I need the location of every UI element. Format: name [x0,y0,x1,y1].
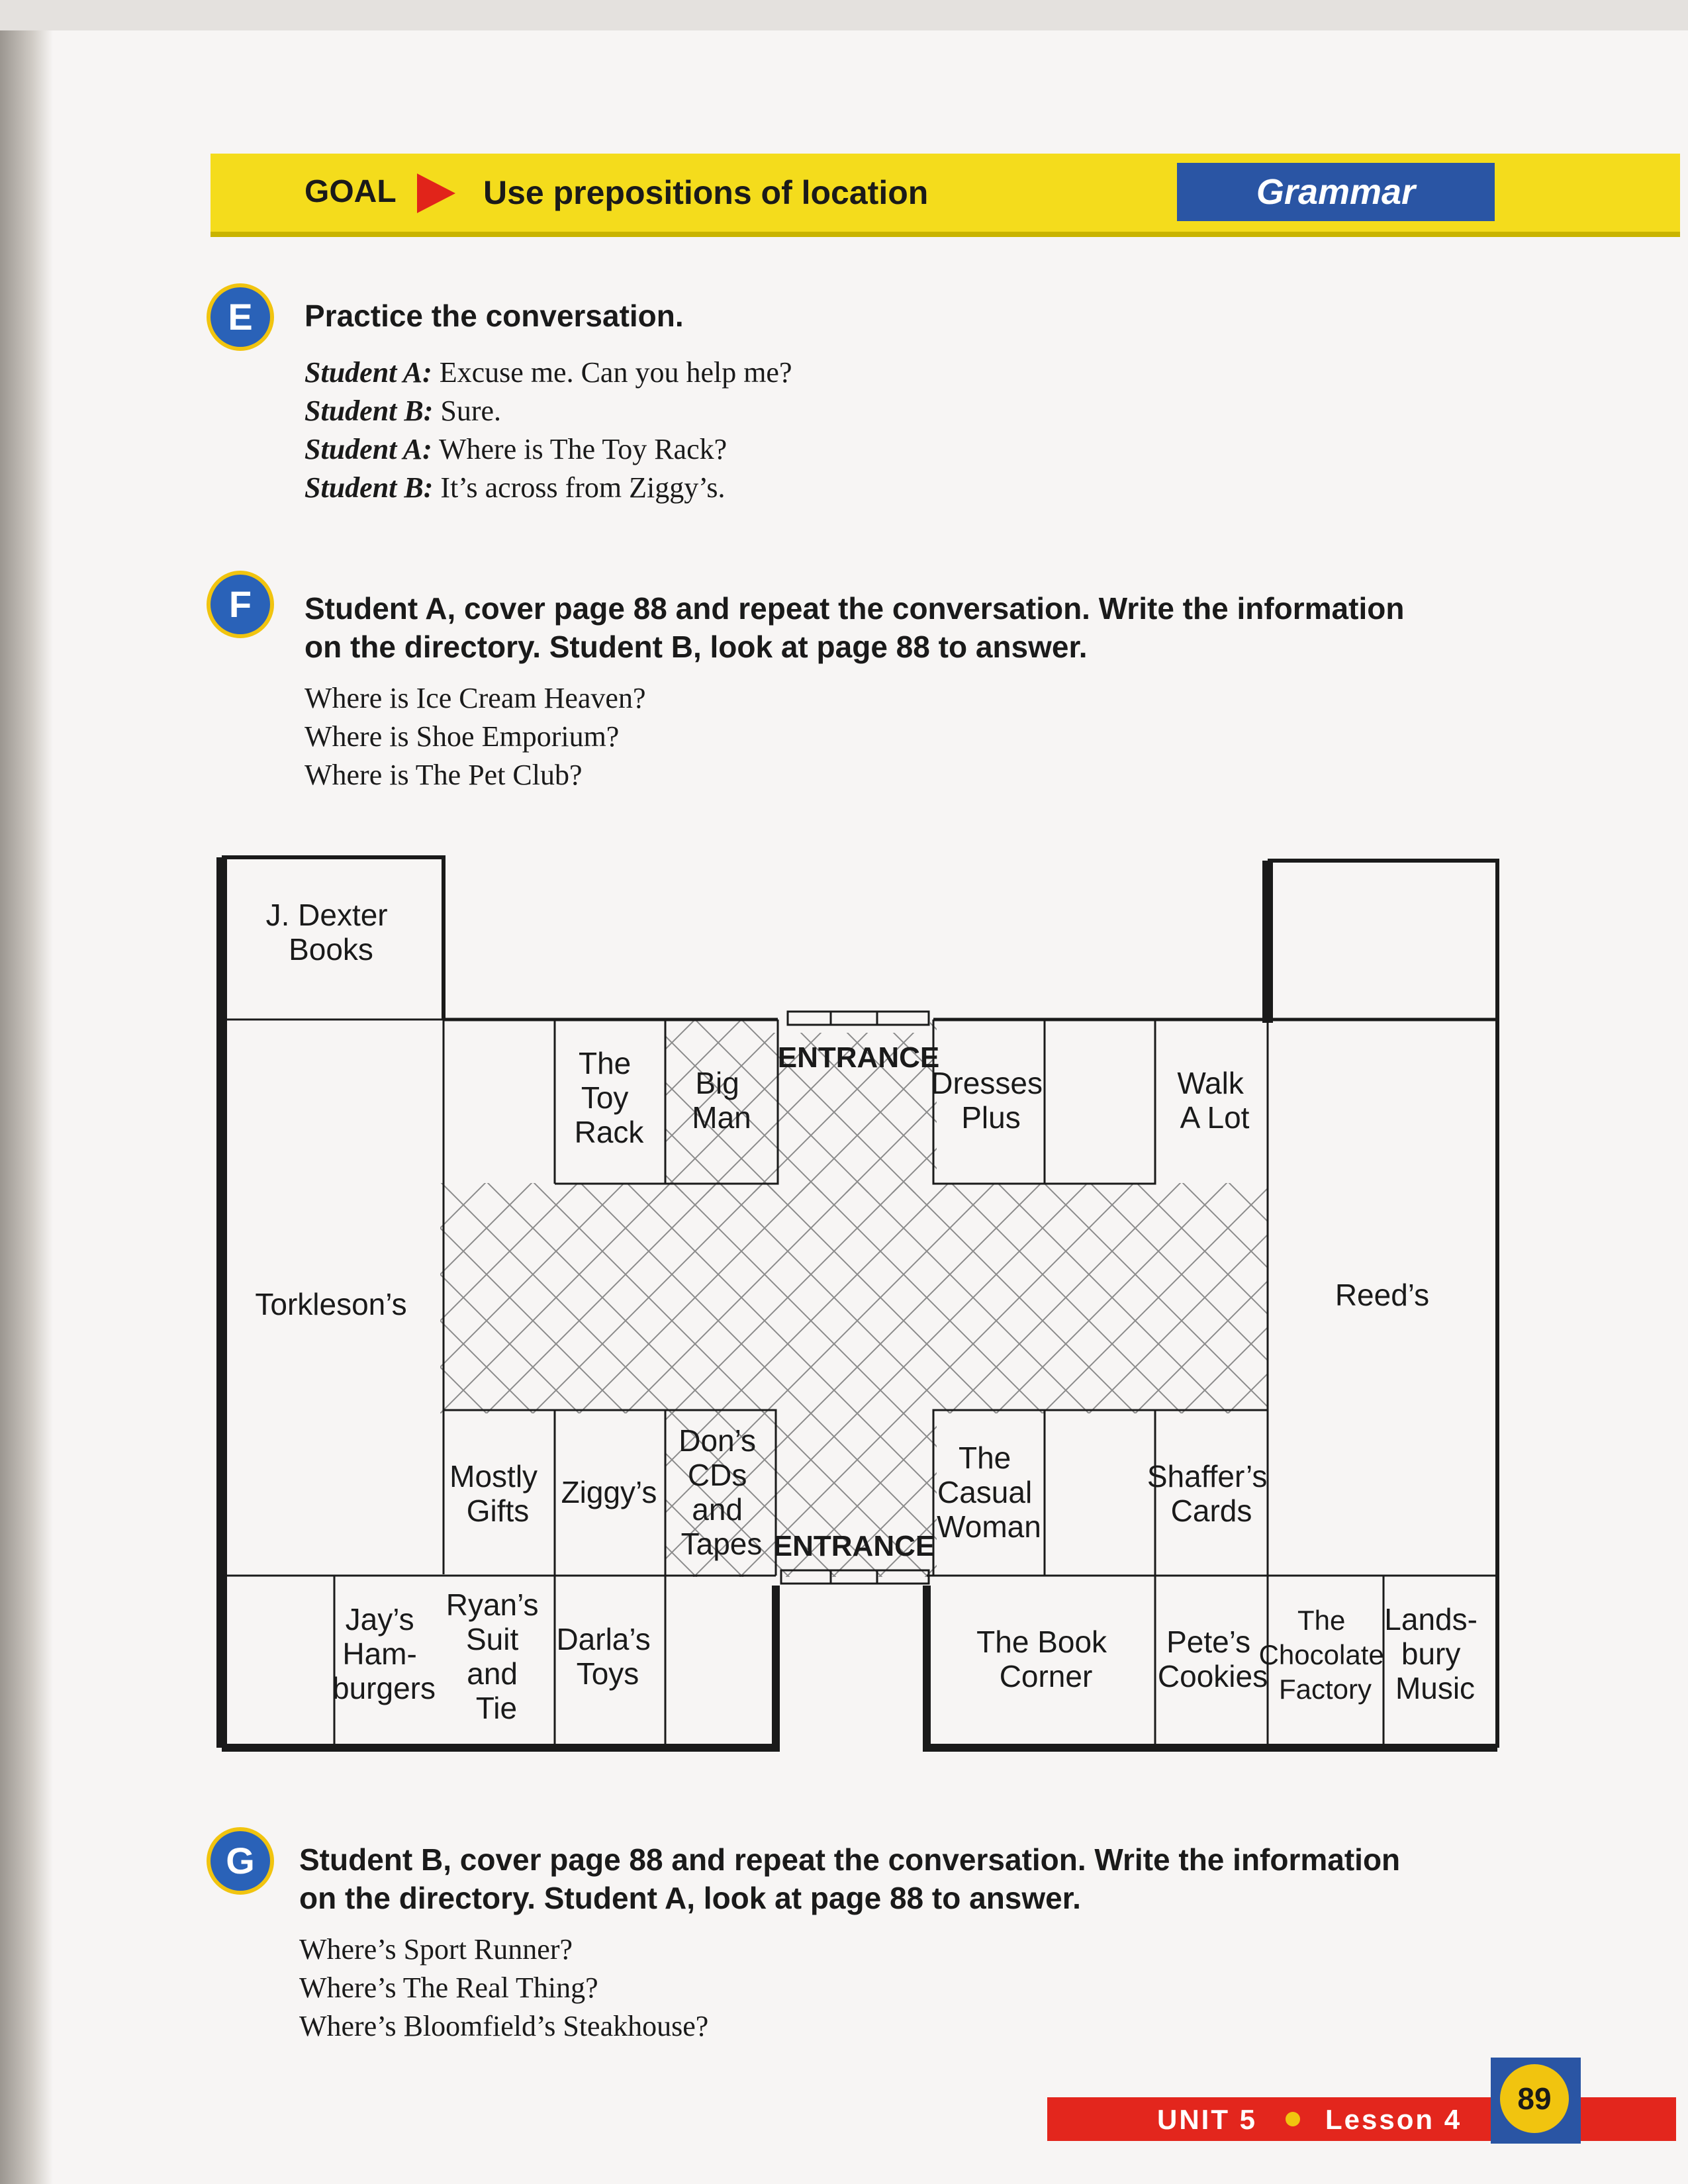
section-g-instruction: Student B, cover page 88 and repeat the conversation. Write the information on the directory. Student A, look at page 88 to answer. [299,1842,1401,1915]
question: Where’s Bloomfield’s Steakhouse? [299,2010,709,2042]
store-j-dexter-books: J. Dexter Books [265,898,388,967]
conversation-line: Student B: It’s across from Ziggy’s. [305,471,726,504]
store-big-man: Big Man [692,1066,751,1135]
store-ryans-suit-and-tie: Ryan’s Suit and Tie [445,1588,539,1725]
store-the-chocolate-factory: The Chocolate Factory [1258,1605,1384,1705]
store-reeds: Reed’s [1335,1278,1430,1312]
conversation-line: Student A: Where is The Toy Rack? [305,433,727,465]
store-petes-cookies: Pete’s Cookies [1157,1625,1268,1693]
question: Where’s Sport Runner? [299,1933,573,1966]
question: Where’s The Real Thing? [299,1971,598,2004]
store-the-toy-rack: The Toy Rack [574,1046,644,1149]
entrance-bottom-label: ENTRANCE [773,1530,935,1562]
footer-lesson: Lesson 4 [1325,2104,1462,2135]
question: Where is Ice Cream Heaven? [305,682,646,714]
footer-unit: UNIT 5 [1157,2104,1258,2135]
section-g-questions [299,1930,708,2046]
conversation-line: Student A: Excuse me. Can you help me? [305,356,792,389]
entrance-top-label: ENTRANCE [777,1041,940,1074]
store-darlas-toys: Darla’s Toys [556,1622,651,1691]
store-the-casual-woman: The Casual Woman [937,1441,1041,1544]
store-landsbury-music: Lands- bury Music [1384,1602,1477,1705]
store-dresses-plus: Dresses Plus [931,1066,1043,1135]
store-walk-a-lot: Walk A Lot [1177,1066,1250,1135]
question: Where is Shoe Emporium? [305,720,620,753]
goal-text: Use prepositions of location [483,174,929,211]
store-ziggys: Ziggy’s [561,1475,657,1509]
store-the-book-corner: The Book Corner [976,1625,1107,1693]
conversation-line: Student B: Sure. [305,395,502,427]
footer-bullet-icon [1286,2112,1300,2126]
store-mostly-gifts: Mostly Gifts [449,1459,538,1528]
page-number: 89 [1500,2064,1569,2133]
store-shaffers-cards: Shaffer’s Cards [1147,1459,1268,1528]
section-e-badge: E [207,283,274,351]
goal-label: GOAL [305,174,397,209]
section-e-instruction: Practice the conversation. [305,299,684,333]
store-torklesons: Torkleson’s [255,1287,407,1321]
store-jays-hamburgers: Jay’s Ham- burgers [332,1602,436,1705]
section-f-badge: F [207,571,274,638]
question: Where is The Pet Club? [305,759,583,791]
store-dons-cds-and-tapes: Don’s CDs and Tapes [679,1423,763,1561]
section-f-instruction: Student A, cover page 88 and repeat the conversation. Write the information on the directory. Student B, look at page 88 to answer. [305,591,1405,664]
section-g-badge: G [207,1827,274,1895]
grammar-tag: Grammar [1177,163,1495,221]
